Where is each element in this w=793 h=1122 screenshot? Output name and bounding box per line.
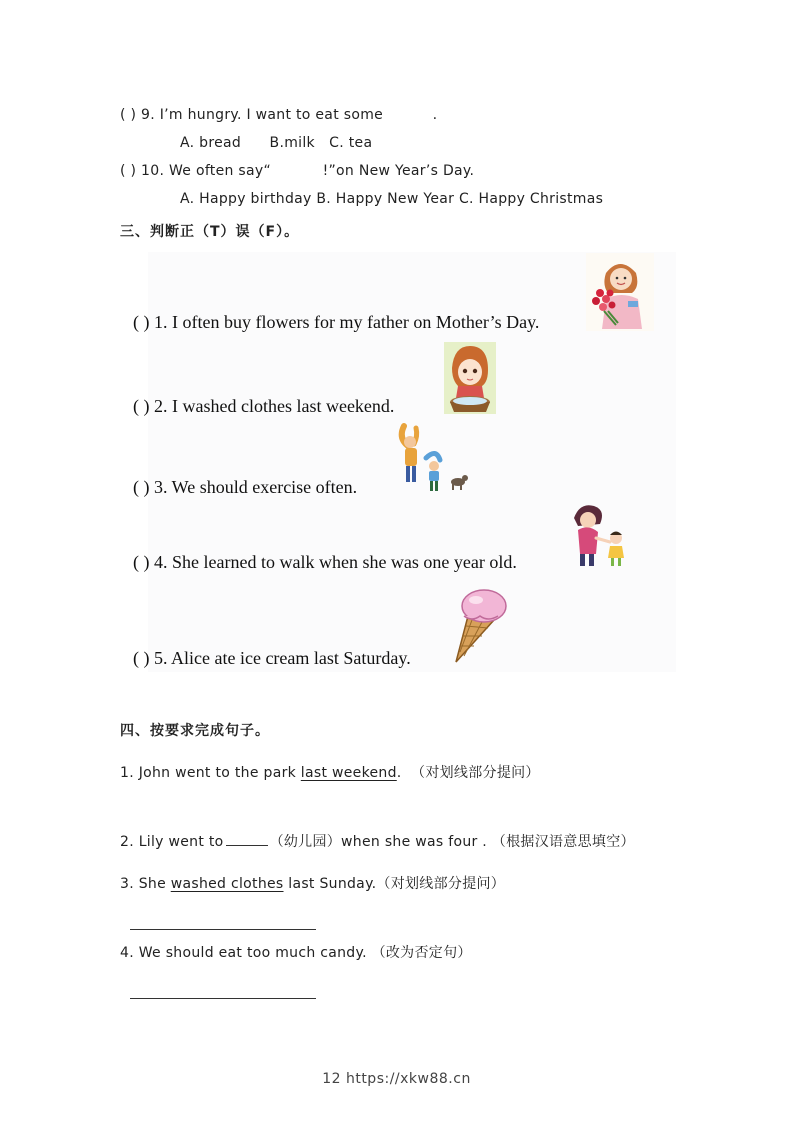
section-4-title: 四、按要求完成句子。 — [120, 723, 270, 739]
answer-parentheses[interactable]: ( ) — [133, 552, 150, 572]
answer-line-4[interactable] — [130, 998, 316, 999]
answer-parentheses[interactable]: ( ) — [120, 107, 137, 123]
question-text: 2. Lily went to — [120, 834, 224, 850]
mc-question-9 — [120, 107, 437, 123]
mother-with-flowers-picture — [586, 253, 654, 331]
question-instruction: . （对划线部分提问） — [396, 765, 540, 781]
tf-statement: 5. Alice ate ice cream last Saturday. — [154, 648, 411, 668]
tf-item-5 — [133, 648, 411, 669]
ice-cream-picture — [450, 586, 510, 664]
mc-options-10: A. Happy birthday B. Happy New Year C. Happy Christmas — [180, 191, 604, 207]
answer-parentheses[interactable]: ( ) — [133, 648, 150, 668]
s4-question-4: 4. We should eat too much candy. （改为否定句） — [120, 945, 472, 961]
mc-options-9: A. bread B.milk C. tea — [180, 135, 373, 151]
question-instruction: （幼儿园）when she was four . （根据汉语意思填空） — [269, 834, 635, 850]
mother-and-baby-picture — [570, 502, 632, 568]
question-text: 1. John went to the park — [120, 765, 301, 781]
page-footer: 12 https://xkw88.cn — [322, 1071, 471, 1087]
tf-statement: 1. I often buy flowers for my father on Mother’s Day. — [154, 312, 540, 332]
answer-parentheses[interactable]: ( ) — [133, 477, 150, 497]
exercise-picture — [396, 420, 468, 494]
question-text: 3. She — [120, 876, 171, 892]
girl-washing-clothes-picture — [444, 342, 496, 414]
s4-question-2 — [120, 831, 635, 851]
question-stem-end: . — [432, 107, 438, 123]
tf-item-4 — [133, 552, 517, 573]
underlined-phrase: washed clothes — [170, 876, 284, 892]
question-stem-end: !”on New Year’s Day. — [322, 163, 475, 179]
answer-parentheses[interactable]: ( ) — [120, 163, 137, 179]
answer-line-3[interactable] — [130, 929, 316, 930]
tf-item-3 — [133, 477, 357, 498]
question-stem: 10. We often say“ — [141, 163, 272, 179]
answer-parentheses[interactable]: ( ) — [133, 312, 150, 332]
tf-statement: 4. She learned to walk when she was one year old. — [154, 552, 517, 572]
underlined-phrase: last weekend — [300, 765, 397, 781]
s4-question-3 — [120, 873, 505, 893]
section-3-title: 三、判断正（T）误（F）。 — [120, 224, 300, 240]
answer-blank[interactable] — [226, 833, 268, 846]
question-instruction: last Sunday.（对划线部分提问） — [283, 876, 506, 892]
question-stem: 9. I’m hungry. I want to eat some — [141, 107, 384, 123]
answer-parentheses[interactable]: ( ) — [133, 396, 150, 416]
mc-question-10 — [120, 163, 474, 179]
s4-question-1 — [120, 762, 540, 782]
tf-item-2 — [133, 396, 394, 417]
tf-statement: 3. We should exercise often. — [154, 477, 358, 497]
tf-item-1 — [133, 312, 539, 333]
tf-statement: 2. I washed clothes last weekend. — [154, 396, 395, 416]
